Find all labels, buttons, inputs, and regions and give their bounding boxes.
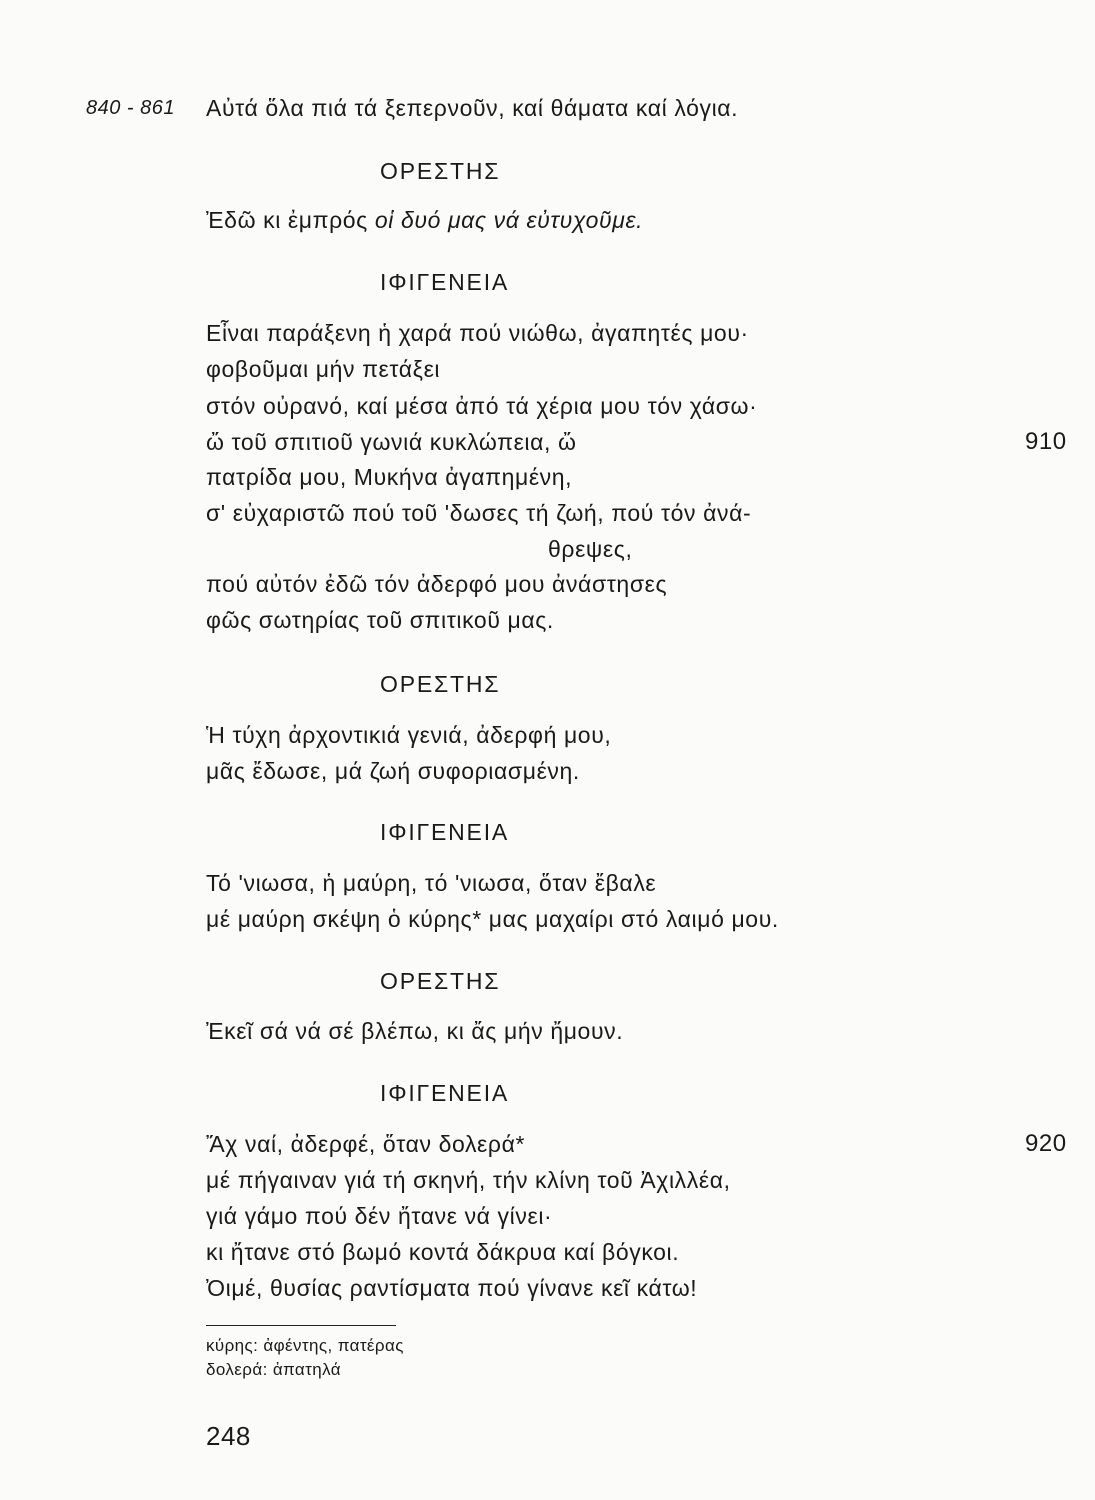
verse-line: Ὀιμέ, θυσίας ραντίσματα πού γίνανε κεῖ κάτω! [206,1275,698,1301]
verse-line: Ἐκεῖ σά νά σέ βλέπω, κι ἄς μήν ἤμουν. [206,1018,624,1044]
verse-line: ὤ τοῦ σπιτιοῦ γωνιά κυκλώπεια, ὤ [206,429,577,455]
verse-line: κι ἤτανε στό βωμό κοντά δάκρυα καί βόγκοι. [206,1239,680,1265]
footnote: κύρης: ἀφέντης, πατέρας [206,1336,404,1355]
speaker-label: ΟΡΕΣΤΗΣ [380,968,501,994]
speaker-label: ΟΡΕΣΤΗΣ [380,158,501,184]
verse-line-continuation: θρεψες, [548,536,633,562]
speaker-label: ΙΦΙΓΕΝΕΙΑ [380,819,510,845]
verse-line: μέ μαύρη σκέψη ὁ κύρης* μας μαχαίρι στό λαιμό μου. [206,906,779,932]
verse-line: Αὐτά ὅλα πιά τά ξεπερνοῦν, καί θάματα καί λόγια. [206,95,739,121]
verse-line: Τό 'νιωσα, ἡ μαύρη, τό 'νιωσα, ὅταν ἔβαλε [206,870,657,896]
verse-line: γιά γάμο πού δέν ἤτανε νά γίνει· [206,1203,553,1229]
speaker-label: ΟΡΕΣΤΗΣ [380,671,501,697]
speaker-label: ΙΦΙΓΕΝΕΙΑ [380,1080,510,1106]
verse-line: στόν οὐρανό, καί μέσα ἀπό τά χέρια μου τόν χάσω· [206,393,758,419]
footnote: δολερά: ἀπατηλά [206,1360,342,1379]
verse-line: μέ πήγαιναν γιά τή σκηνή, τήν κλίνη τοῦ Ἀχιλλέα, [206,1167,731,1193]
verse-line: Ἡ τύχη ἀρχοντικιά γενιά, ἀδερφή μου, [206,722,612,748]
verse-line: φοβοῦμαι μήν πετάξει [206,356,441,382]
verse-line: φῶς σωτηρίας τοῦ σπιτικοῦ μας. [206,607,554,633]
speaker-label: ΙΦΙΓΕΝΕΙΑ [380,269,510,295]
footnote-rule [206,1325,396,1326]
verse-line: πού αὐτόν ἐδῶ τόν ἀδερφό μου ἀνάστησες [206,571,668,597]
verse-line: Ἄχ ναί, ἀδερφέ, ὅταν δολερά* [206,1131,526,1157]
line-number: 920 [1025,1130,1067,1157]
line-number: 910 [1025,428,1067,455]
page-number: 248 [206,1421,251,1451]
verse-line: μᾶς ἔδωσε, μά ζωή συφοριασμένη. [206,758,580,784]
verse-line: Εἶναι παράξενη ἡ χαρά πού νιώθω, ἀγαπητές μου· [206,320,749,346]
line-range-marker: 840 - 861 [86,97,176,119]
verse-line: Ἐδῶ κι ἐμπρός οἱ δυό μας νά εὐτυχοῦμε. [206,207,644,233]
verse-line: πατρίδα μου, Μυκήνα ἀγαπημένη, [206,464,573,490]
verse-line: σ' εὐχαριστῶ πού τοῦ 'δωσες τή ζωή, πού τόν ἀνά- [206,500,752,526]
